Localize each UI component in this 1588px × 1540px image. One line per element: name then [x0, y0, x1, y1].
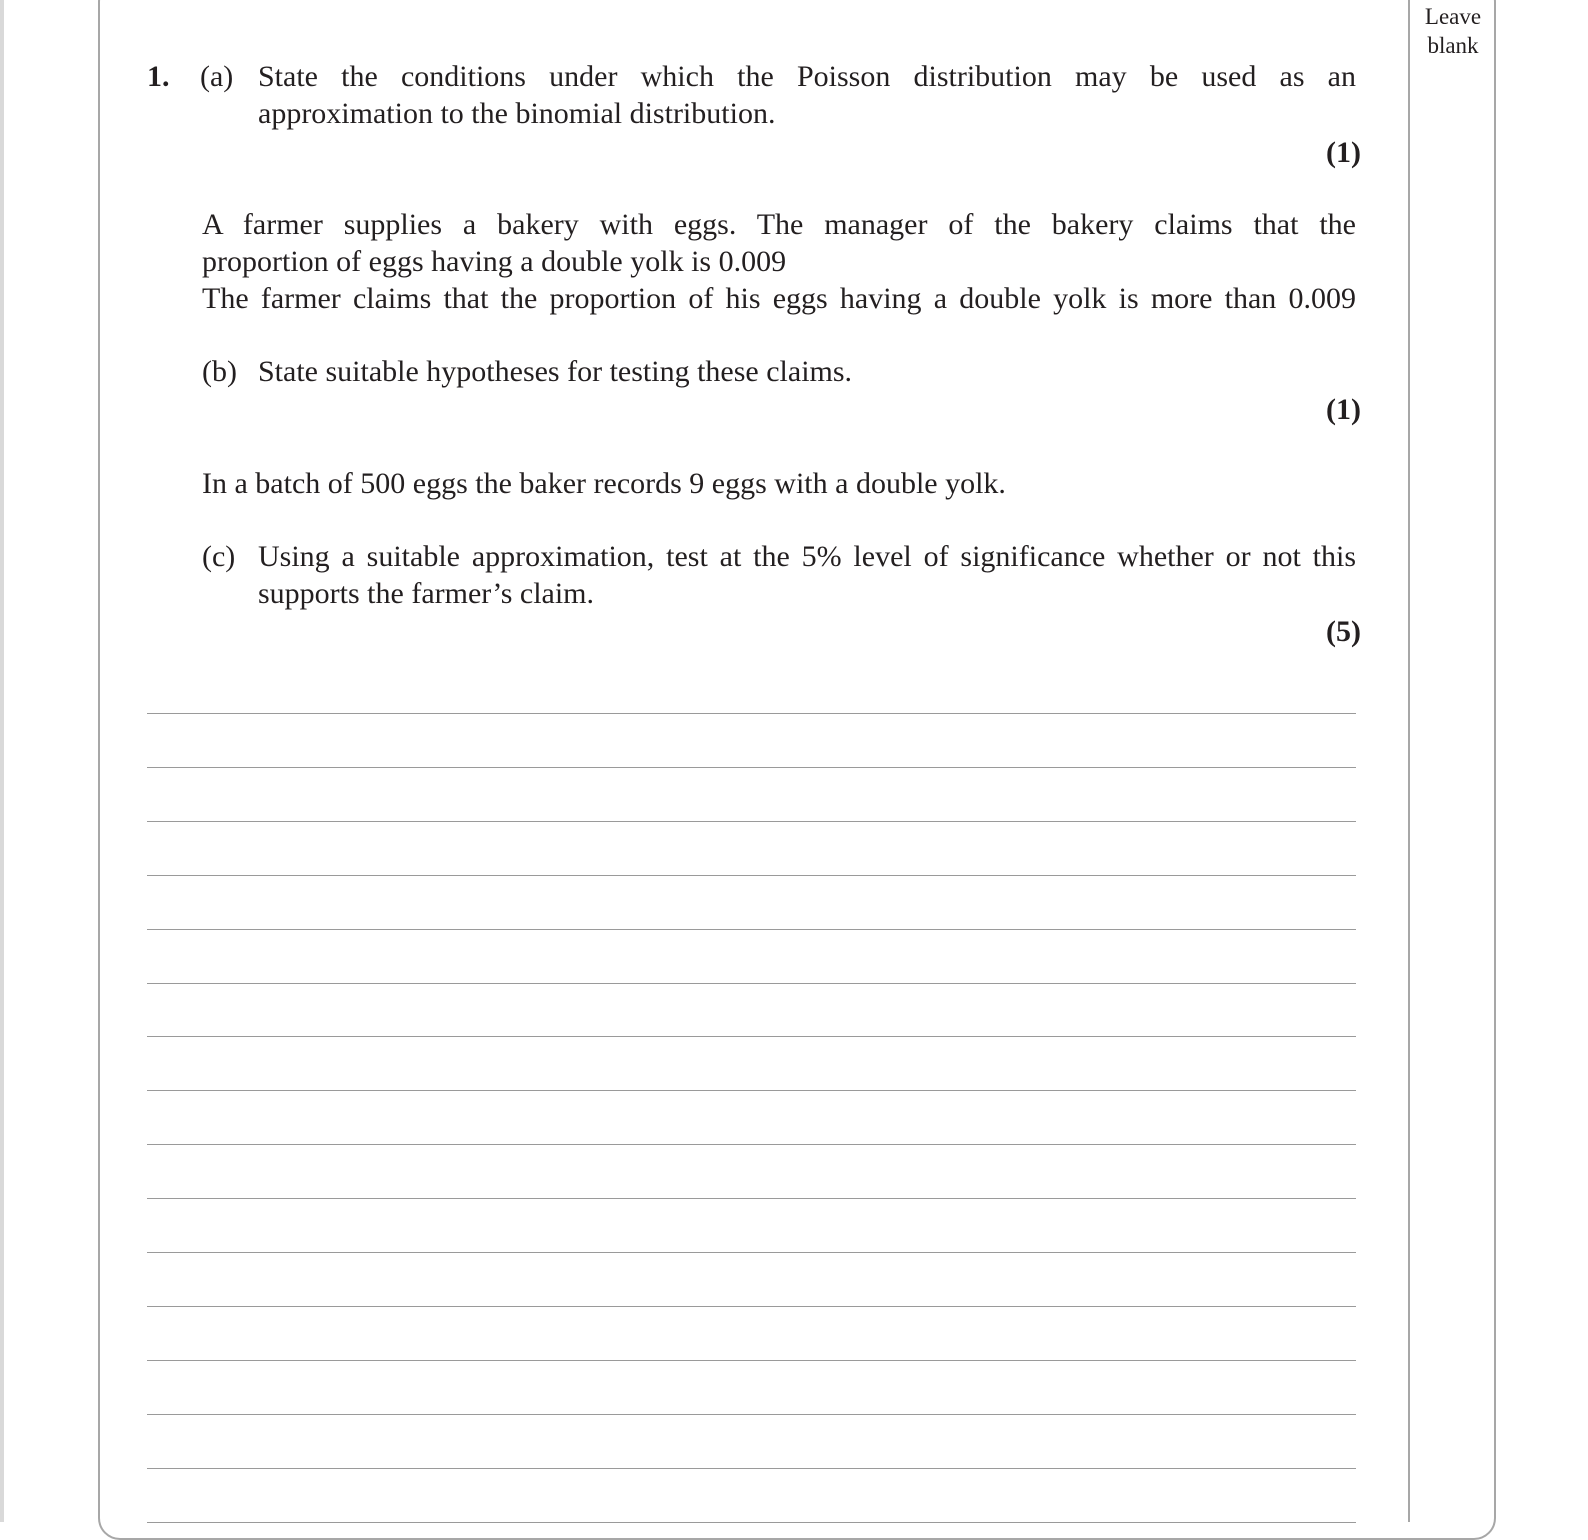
part-c-line2: supports the farmer’s claim. — [258, 577, 595, 610]
answer-line[interactable] — [147, 1090, 1356, 1091]
part-c-label: (c) — [202, 540, 236, 573]
answer-line[interactable] — [147, 1414, 1356, 1415]
answer-line[interactable] — [147, 1306, 1356, 1307]
answer-line[interactable] — [147, 1198, 1356, 1199]
blank-label: blank — [1427, 33, 1479, 58]
answer-line[interactable] — [147, 1144, 1356, 1145]
answer-line[interactable] — [147, 1360, 1356, 1361]
answer-line[interactable] — [147, 1036, 1356, 1037]
margin-divider — [1408, 0, 1410, 1522]
part-c-line1: Using a suitable approximation, test at the 5% level of significance whether or not this — [258, 540, 1356, 573]
answer-line[interactable] — [147, 875, 1356, 876]
answer-line[interactable] — [147, 713, 1356, 714]
part-c-marks: (5) — [1326, 615, 1361, 648]
part-b-label: (b) — [202, 355, 237, 388]
leave-blank-label — [1410, 2, 1496, 60]
answer-line[interactable] — [147, 821, 1356, 822]
part-a-line1: State the conditions under which the Poisson distribution may be used as an — [258, 60, 1356, 93]
answer-line[interactable] — [147, 1252, 1356, 1253]
context-line2: proportion of eggs having a double yolk is 0.009 — [202, 245, 787, 278]
part-b-line1: State suitable hypotheses for testing these claims. — [258, 355, 853, 388]
answer-line[interactable] — [147, 929, 1356, 930]
answer-line[interactable] — [147, 767, 1356, 768]
answer-line[interactable] — [147, 983, 1356, 984]
leave-label: Leave — [1424, 4, 1482, 29]
part-a-marks: (1) — [1326, 136, 1361, 169]
answer-line[interactable] — [147, 1522, 1356, 1523]
batch-info: In a batch of 500 eggs the baker records 9 eggs with a double yolk. — [202, 467, 1006, 500]
context-line3: The farmer claims that the proportion of his eggs having a double yolk is more than 0.009 — [202, 282, 1356, 315]
answer-line[interactable] — [147, 1468, 1356, 1469]
part-b-marks: (1) — [1326, 393, 1361, 426]
question-number: 1. — [147, 60, 170, 93]
part-a-label: (a) — [200, 60, 234, 93]
page-left-edge — [0, 0, 4, 1522]
context-line1: A farmer supplies a bakery with eggs. The manager of the bakery claims that the — [202, 208, 1356, 241]
part-a-line2: approximation to the binomial distribution. — [258, 97, 776, 130]
